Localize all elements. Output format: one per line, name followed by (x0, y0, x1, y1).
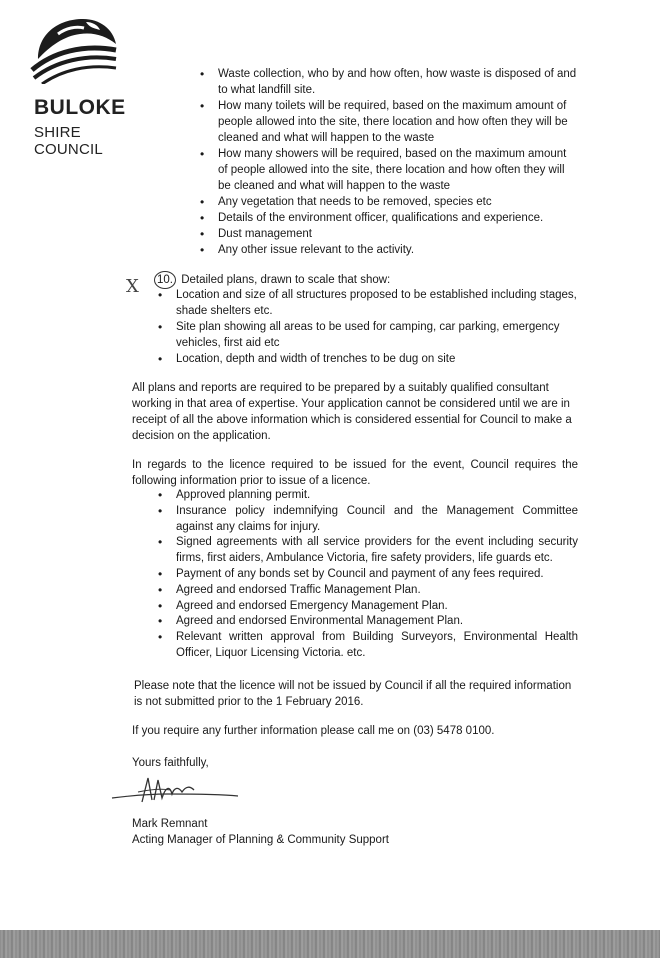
list-item: • Site plan showing all areas to be used for camping, car parking, emergency vehicles, first aid etc (176, 319, 582, 351)
council-logo-icon (28, 14, 118, 84)
item10-number: 10. (154, 271, 176, 289)
list-item: • Any other issue relevant to the activity. (218, 242, 578, 258)
list-item: • Location, depth and width of trenches to be dug on site (176, 351, 582, 367)
list-item: • Agreed and endorsed Emergency Management Plan. (176, 599, 578, 615)
item9-list-block (218, 66, 578, 258)
list-item: • Waste collection, who by and how often, how waste is disposed of and to what landfill site. (218, 66, 578, 98)
brand-name: BULOKE (34, 96, 126, 119)
signatory-name: Mark Remnant (132, 818, 208, 830)
list-item: • Location and size of all structures proposed to be established including stages, shade shelters etc. (176, 287, 582, 319)
list-item: • Insurance policy indemnifying Council and the Management Committee against any claims for injury. (176, 504, 578, 536)
list-item: • Payment of any bonds set by Council and payment of any fees required. (176, 567, 578, 583)
list-item: • How many showers will be required, based on the maximum amount of people allowed into the site, there location and how often they will be cleaned and what will happen to the waste (218, 146, 578, 194)
item9-list (218, 66, 578, 258)
contact-paragraph: If you require any further information please call me on (03) 5478 0100. (132, 725, 495, 737)
footer-decorative-strip (0, 930, 660, 958)
item10-text: Detailed plans, drawn to scale that show: (181, 274, 391, 286)
brand-subtitle: SHIRE COUNCIL (34, 124, 103, 158)
closing-salutation: Yours faithfully, (132, 757, 209, 769)
licence-list-block (176, 488, 578, 662)
note-paragraph: Please note that the licence will not be issued by Council if all the required information is not submitted prior to the 1 February 2016. (134, 680, 572, 708)
signature-icon (108, 772, 248, 808)
list-item: • Details of the environment officer, qualifications and experience. (218, 210, 578, 226)
list-item: • Any vegetation that needs to be removed, species etc (218, 194, 578, 210)
licence-paragraph: In regards to the licence required to be issued for the event, Council requires the following information prior to issue of a licence. (132, 459, 578, 487)
letterhead-sidebar (0, 0, 126, 958)
list-item: • Agreed and endorsed Traffic Management Plan. (176, 583, 578, 599)
plans-paragraph: All plans and reports are required to be prepared by a suitably qualified consultant working in that area of expertise. Your application cannot be considered until we are in receipt of all the above information which is considered essential for Council to make a decision on the application. (132, 382, 572, 442)
licence-list (176, 488, 578, 662)
list-item: • Dust management (218, 226, 578, 242)
list-item: • Relevant written approval from Building Surveyors, Environmental Health Officer, Liquor Licensing Victoria. etc. (176, 630, 578, 662)
list-item: • How many toilets will be required, based on the maximum amount of people allowed into the site, there location and how often they will be cleaned and what will happen to the waste (218, 98, 578, 146)
list-item: • Agreed and endorsed Environmental Management Plan. (176, 614, 578, 630)
handwritten-x-mark: X (126, 276, 139, 297)
list-item: • Approved planning permit. (176, 488, 578, 504)
signatory-title: Acting Manager of Planning & Community Support (132, 834, 389, 846)
list-item: • Signed agreements with all service providers for the event including security firms, first aiders, Ambulance Victoria, fire safety providers, life guards etc. (176, 535, 578, 567)
item10-list (176, 287, 582, 367)
item10-list-block (176, 287, 582, 367)
